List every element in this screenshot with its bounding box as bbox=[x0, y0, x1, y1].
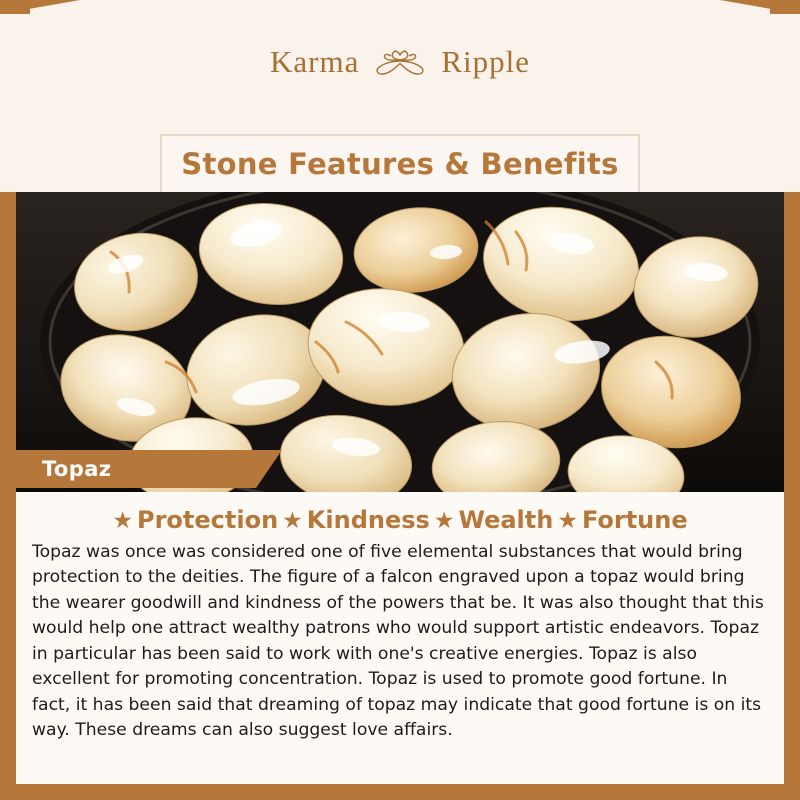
keyword-protection: Protection bbox=[137, 506, 279, 534]
corner-accent-left-block-icon bbox=[0, 0, 30, 14]
stone-name: Topaz bbox=[42, 457, 112, 481]
stone-photo bbox=[16, 192, 784, 492]
star-icon: ★ bbox=[112, 506, 133, 533]
content-panel bbox=[16, 492, 784, 784]
title-bar bbox=[160, 134, 640, 192]
brand-logo bbox=[0, 44, 800, 80]
star-icon: ★ bbox=[433, 506, 455, 533]
brand-name-right: Ripple bbox=[441, 44, 530, 79]
star-icon: ★ bbox=[557, 506, 578, 533]
bottom-accent-strip bbox=[0, 784, 800, 800]
brand-name-left: Karma bbox=[269, 44, 360, 79]
stone-description: Topaz was once was considered one of five elemental substances that would bring protection to the deities. The figure of a falcon engraved upon a topaz would bring the wearer goodwill and kindness of the powers that be. It was also thought that this would help one attract wealthy patrons who would support artistic endeavors. Topaz in particular has been said to work with one's creative energies. Topaz is also excellent for promoting concentration. Topaz is used to promote good fortune. In fact, it has been said that dreaming of topaz may indicate that good fortune is on its way. These dreams can also suggest love affairs. bbox=[32, 542, 764, 741]
page-title: Stone Features & Benefits bbox=[181, 147, 619, 181]
star-icon: ★ bbox=[282, 506, 303, 533]
corner-accent-right-block-icon bbox=[770, 0, 800, 14]
keyword-fortune: Fortune bbox=[581, 506, 688, 534]
lotus-infinity-ornament-icon bbox=[367, 47, 433, 77]
keyword-list bbox=[32, 506, 768, 534]
stone-name-tab bbox=[16, 450, 256, 488]
keyword-wealth: Wealth bbox=[458, 506, 554, 534]
keyword-kindness: Kindness bbox=[306, 506, 430, 534]
